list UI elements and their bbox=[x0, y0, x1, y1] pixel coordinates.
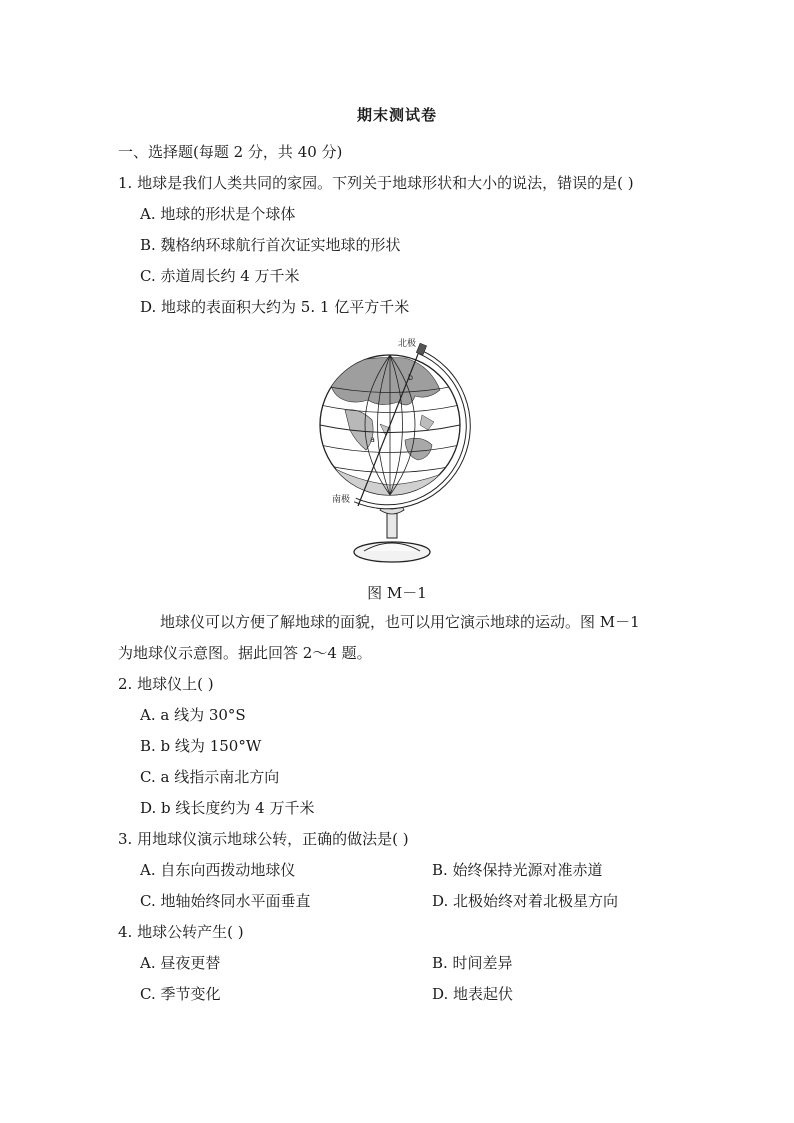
question-4-option-b: B. 时间差异 bbox=[432, 954, 513, 972]
north-pole-label: 北极 bbox=[398, 339, 417, 349]
question-4-stem: 4. 地球公转产生( ) bbox=[118, 923, 244, 941]
question-2-option-b: B. b 线为 150°W bbox=[140, 737, 262, 755]
question-3-option-a: A. 自东向西拨动地球仪 bbox=[140, 861, 296, 879]
question-1-option-b: B. 魏格纳环球航行首次证实地球的形状 bbox=[140, 236, 401, 254]
line-b-label: b bbox=[408, 373, 414, 382]
section-heading: 一、选择题(每题 2 分，共 40 分) bbox=[118, 143, 343, 161]
question-2-option-d: D. b 线长度约为 4 万千米 bbox=[140, 799, 315, 817]
question-1-option-c: C. 赤道周长约 4 万千米 bbox=[140, 267, 300, 285]
question-1-option-d: D. 地球的表面积大约为 5. 1 亿平方千米 bbox=[140, 298, 410, 316]
line-a-label: a bbox=[370, 435, 375, 444]
south-pole-label: 南极 bbox=[332, 495, 351, 505]
question-2-option-a: A. a 线为 30°S bbox=[140, 706, 246, 724]
question-4-option-d: D. 地表起伏 bbox=[432, 985, 514, 1003]
intro-line-2: 为地球仪示意图。据此回答 2～4 题。 bbox=[118, 644, 372, 662]
question-3-stem: 3. 用地球仪演示地球公转，正确的做法是( ) bbox=[118, 830, 409, 848]
figure-caption: 图 M－1 bbox=[367, 584, 427, 602]
question-2-option-c: C. a 线指示南北方向 bbox=[140, 768, 280, 786]
question-3-option-c: C. 地轴始终同水平面垂直 bbox=[140, 892, 311, 910]
question-3-option-b: B. 始终保持光源对准赤道 bbox=[432, 861, 603, 879]
question-2-stem: 2. 地球仪上( ) bbox=[118, 675, 214, 693]
question-4-option-a: A. 昼夜更替 bbox=[140, 954, 221, 972]
question-4-option-c: C. 季节变化 bbox=[140, 985, 221, 1003]
question-1-stem: 1. 地球是我们人类共同的家园。下列关于地球形状和大小的说法，错误的是( ) bbox=[118, 174, 634, 192]
globe-illustration bbox=[310, 330, 480, 570]
question-1-option-a: A. 地球的形状是个球体 bbox=[140, 205, 296, 223]
intro-line-1: 地球仪可以方便了解地球的面貌，也可以用它演示地球的运动。图 M－1 bbox=[160, 613, 640, 631]
question-3-option-d: D. 北极始终对着北极星方向 bbox=[432, 892, 619, 910]
globe-figure bbox=[310, 330, 480, 570]
page-title: 期末测试卷 bbox=[356, 106, 437, 124]
